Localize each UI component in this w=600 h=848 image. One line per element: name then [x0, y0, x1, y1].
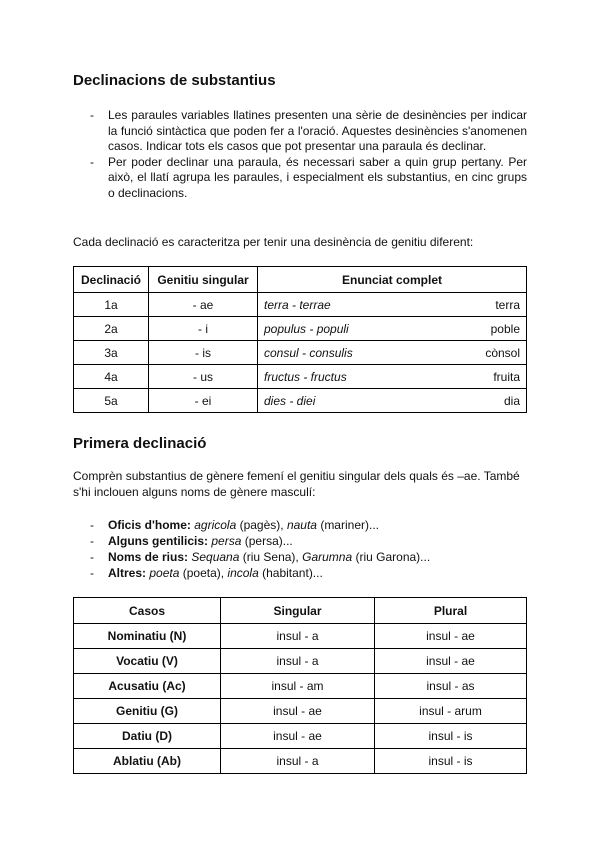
case-cell: Vocatiu (V)	[74, 649, 221, 674]
intro-bullet-list	[90, 108, 527, 201]
example-text: (habitant)...	[258, 566, 323, 580]
example-text: (riu Garona)...	[352, 550, 431, 564]
case-cell: Datiu (D)	[74, 724, 221, 749]
case-cell: Ablatiu (Ab)	[74, 749, 221, 774]
declension-cell: 1a	[74, 293, 149, 317]
list-item: - Per poder declinar una paraula, és necessari saber a quin grup pertany. Per això, el llatí agrupa les paraules, i especialment els substantius, en cinc grups o declinacions.	[90, 155, 527, 202]
latin-form: terra - terrae	[264, 297, 331, 312]
full-statement-cell	[258, 389, 527, 413]
table-header-row	[74, 267, 527, 293]
examples-bullet-list	[90, 517, 527, 581]
case-cell: Acusatiu (Ac)	[74, 674, 221, 699]
section-title-declinacions: Declinacions de substantius	[73, 72, 276, 89]
table-row	[74, 649, 527, 674]
table-row	[74, 341, 527, 365]
full-statement-cell	[258, 293, 527, 317]
case-cell: Genitiu (G)	[74, 699, 221, 724]
first-declension-table	[73, 597, 527, 774]
latin-form: dies - diei	[264, 393, 316, 408]
declension-cell: 3a	[74, 341, 149, 365]
latin-form: fructus - fructus	[264, 369, 347, 384]
plural-cell: insul - as	[375, 674, 527, 699]
plural-cell: insul - arum	[375, 699, 527, 724]
example-label: Noms de rius:	[108, 550, 189, 564]
list-item	[90, 517, 527, 533]
full-statement-cell	[258, 341, 527, 365]
declension-intro-text: Cada declinació es caracteritza per tenir una desinència de genitiu diferent:	[73, 235, 474, 249]
table-row	[74, 317, 527, 341]
example-text: poeta	[149, 566, 180, 580]
table-header-row	[74, 598, 527, 624]
column-header: Enunciat complet	[258, 267, 527, 293]
list-item	[90, 549, 527, 565]
example-text: (poeta),	[179, 566, 228, 580]
translation: cònsol	[485, 345, 520, 360]
genitive-cell: - i	[149, 317, 258, 341]
column-header: Genitiu singular	[149, 267, 258, 293]
example-text: Sequana	[191, 550, 240, 564]
first-declension-intro-text: Comprèn substantius de gènere femení el genitiu singular dels quals és –ae. També s'hi inclouen alguns noms de gènere masculí:	[73, 469, 520, 499]
table-row	[74, 293, 527, 317]
translation: fruita	[493, 369, 520, 384]
genitive-cell: - is	[149, 341, 258, 365]
column-header: Plural	[375, 598, 527, 624]
example-text: nauta	[286, 518, 317, 532]
singular-cell: insul - am	[221, 674, 375, 699]
singular-cell: insul - ae	[221, 724, 375, 749]
declension-cell: 5a	[74, 389, 149, 413]
list-item	[90, 565, 527, 581]
genitive-cell: - ei	[149, 389, 258, 413]
table-row	[74, 674, 527, 699]
example-text: persa	[211, 534, 242, 548]
genitive-cell: - ae	[149, 293, 258, 317]
example-text: Garumna	[302, 550, 353, 564]
table-row	[74, 699, 527, 724]
translation: poble	[490, 321, 520, 336]
list-item	[90, 533, 527, 549]
plural-cell: insul - is	[375, 749, 527, 774]
table-row	[74, 724, 527, 749]
latin-form: consul - consulis	[264, 345, 353, 360]
plural-cell: insul - ae	[375, 649, 527, 674]
translation: dia	[503, 393, 520, 408]
full-statement-cell	[258, 317, 527, 341]
plural-cell: insul - is	[375, 724, 527, 749]
example-text: (pagès),	[236, 518, 287, 532]
column-header: Declinació	[74, 267, 149, 293]
table-row	[74, 624, 527, 649]
example-text: agricola	[194, 518, 237, 532]
example-text: (mariner)...	[316, 518, 379, 532]
table-row	[74, 389, 527, 413]
column-header: Singular	[221, 598, 375, 624]
full-statement-cell	[258, 365, 527, 389]
column-header: Casos	[74, 598, 221, 624]
genitive-cell: - us	[149, 365, 258, 389]
latin-form: populus - populi	[264, 321, 349, 336]
translation: terra	[495, 297, 520, 312]
example-label: Alguns gentilicis:	[108, 534, 209, 548]
case-cell: Nominatiu (N)	[74, 624, 221, 649]
list-item: - Les paraules variables llatines presenten una sèrie de desinències per indicar la funció sintàctica que poden fer a l'oració. Aquestes desinències s'anomenen casos. Indicar tots els casos que pot presentar una paraula és declinar.	[90, 108, 527, 155]
singular-cell: insul - a	[221, 624, 375, 649]
singular-cell: insul - ae	[221, 699, 375, 724]
singular-cell: insul - a	[221, 649, 375, 674]
example-label: Oficis d'home:	[108, 518, 191, 532]
example-text: (persa)...	[241, 534, 293, 548]
example-text: (riu Sena),	[239, 550, 303, 564]
table-row	[74, 365, 527, 389]
section-title-primera-declinacio: Primera declinació	[73, 435, 207, 452]
singular-cell: insul - a	[221, 749, 375, 774]
example-label: Altres:	[108, 566, 147, 580]
declension-table	[73, 266, 527, 413]
example-text: incola	[227, 566, 259, 580]
declension-cell: 2a	[74, 317, 149, 341]
declension-cell: 4a	[74, 365, 149, 389]
plural-cell: insul - ae	[375, 624, 527, 649]
table-row	[74, 749, 527, 774]
